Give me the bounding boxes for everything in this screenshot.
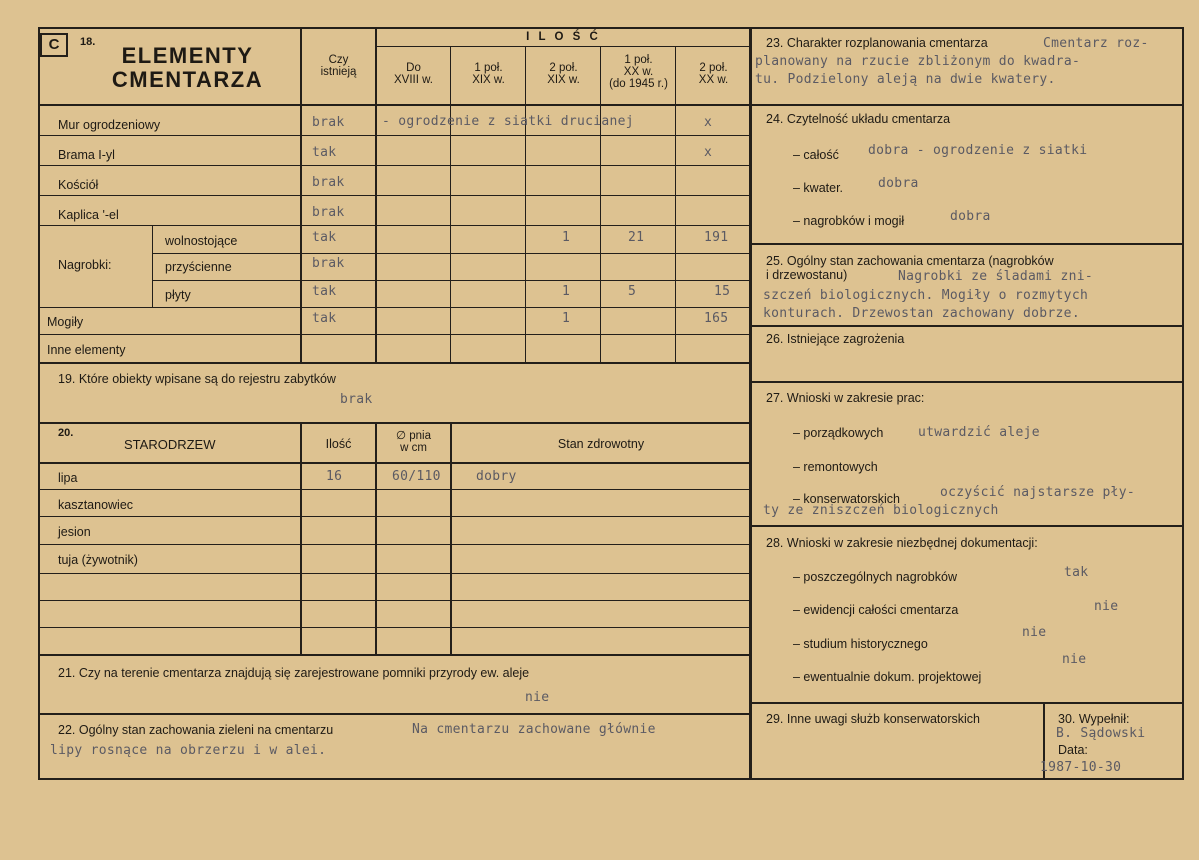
q22-answer-line1: Na cmentarzu zachowane głównie xyxy=(412,722,656,737)
element-row-label: Kościół xyxy=(58,178,99,192)
period-header-4: 2 poł. XX w. xyxy=(698,62,729,87)
element-row-exists: tak xyxy=(312,145,337,160)
mur-note: - ogrodzenie z siatki drucianej xyxy=(382,114,634,129)
nagrobki-row-value: 15 xyxy=(714,284,731,299)
element-row-label: Kaplica '-el xyxy=(58,208,119,222)
header-exists: Czy istnieją xyxy=(320,54,357,79)
q23-answer-line3: tu. Podzielony aleją na dwie kwatery. xyxy=(755,72,1056,87)
period-header-1: 1 poł. XIX w. xyxy=(472,62,505,87)
q27-answer-cont: ty ze zniszczeń biologicznych xyxy=(763,503,999,518)
nagrobki-row-exists: tak xyxy=(312,284,337,299)
q21-label: 21. Czy na terenie cmentarza znajdują się zarejestrowane pomniki przyrody ew. aleje xyxy=(58,666,530,680)
q25-answer-line2: szczeń biologicznych. Mogiły o rozmytych xyxy=(763,288,1089,303)
q27-item-konserwatorskich: – konserwatorskich xyxy=(793,492,900,506)
nagrobki-row-value: 1 xyxy=(562,230,571,245)
nagrobki-row-value: 21 xyxy=(628,230,645,245)
q27-answer-porzadkowych: utwardzić aleje xyxy=(918,425,1040,440)
element-row-exists: brak xyxy=(312,175,345,190)
q28-answer-projektowej: nie xyxy=(1062,652,1087,667)
q25-label-line1: 25. Ogólny stan zachowania cmentarza (nagrobków xyxy=(766,254,1054,268)
tree-row-qty: 16 xyxy=(326,469,343,484)
trees-header-health: Stan zdrowotny xyxy=(557,437,645,451)
nagrobki-row-value: 5 xyxy=(628,284,637,299)
q27-item-remontowych: – remontowych xyxy=(793,460,878,474)
q28-item-projektowej: – ewentualnie dokum. projektowej xyxy=(793,670,982,684)
trees-header-qty: Ilość xyxy=(325,437,352,451)
element-row-label: Mur ogrodzeniowy xyxy=(58,118,161,132)
nagrobki-row-label: płyty xyxy=(165,288,191,302)
q22-answer-line2: lipy rosnące na obrzerzu i w alei. xyxy=(50,743,327,758)
q30-name: B. Sądowski xyxy=(1056,726,1146,741)
q28-item-nagrobkow: – poszczególnych nagrobków xyxy=(793,570,957,584)
q23-label: 23. Charakter rozplanowania cmentarza xyxy=(766,36,988,50)
tree-row-name: jesion xyxy=(58,525,91,539)
q24-item-calosc: – całość xyxy=(793,148,839,162)
mogily-exists: tak xyxy=(312,311,337,326)
mogily-value-2pol-xix: 1 xyxy=(562,311,571,326)
nagrobki-row-value: 1 xyxy=(562,284,571,299)
q25-answer-line3: konturach. Drzewostan zachowany dobrze. xyxy=(763,306,1080,321)
element-row-label: Brama I-yl xyxy=(58,148,115,162)
mogily-value-2pol-xx: 165 xyxy=(704,311,729,326)
tree-row-name: lipa xyxy=(58,471,78,485)
nagrobki-row-value: 191 xyxy=(704,230,729,245)
q24-answer-calosc: dobra - ogrodzenie z siatki xyxy=(868,143,1088,158)
q24-item-nagrobkow: – nagrobków i mogił xyxy=(793,214,905,228)
q23-answer-line2: planowany na rzucie zbliżonym do kwadra- xyxy=(755,54,1081,69)
period-header-3: 1 poł. XX w. (do 1945 r.) xyxy=(609,54,668,91)
q29-label: 29. Inne uwagi służb konserwatorskich xyxy=(766,712,981,726)
mogily-label: Mogiły xyxy=(47,315,84,329)
section-18-number: 18. xyxy=(80,36,96,48)
q24-answer-nagrobkow: dobra xyxy=(950,209,991,224)
header-quantity: I L O Ś Ć xyxy=(526,31,601,43)
q27-answer-konserwatorskich: oczyścić najstarsze pły- xyxy=(940,485,1136,500)
element-row-exists: brak xyxy=(312,205,345,220)
q23-answer-line1: Cmentarz roz- xyxy=(1043,36,1149,51)
nagrobki-row-exists: brak xyxy=(312,256,345,271)
q30-label: 30. Wypełnił: xyxy=(1058,712,1130,726)
element-row-value: x xyxy=(704,145,713,160)
card-letter-box: C xyxy=(40,33,68,57)
q24-item-kwater: – kwater. xyxy=(793,181,844,195)
nagrobki-row-exists: tak xyxy=(312,230,337,245)
q24-label: 24. Czytelność układu cmentarza xyxy=(766,112,951,126)
q28-label: 28. Wnioski w zakresie niezbędnej dokumentacji: xyxy=(766,536,1038,550)
q25-answer-line1: Nagrobki ze śladami zni- xyxy=(898,269,1094,284)
tree-row-health: dobry xyxy=(476,469,517,484)
tree-row-name: tuja (żywotnik) xyxy=(58,553,138,567)
inne-label: Inne elementy xyxy=(47,343,126,357)
section-18-title: ELEMENTY CMENTARZA xyxy=(111,43,264,92)
q22-label: 22. Ogólny stan zachowania zieleni na cmentarzu xyxy=(58,723,334,737)
q30-date: 1987-10-30 xyxy=(1040,760,1122,775)
period-header-0: Do XVIII w. xyxy=(394,62,433,87)
q25-label-line2: i drzewostanu) xyxy=(766,268,848,282)
tree-row-name: kasztanowiec xyxy=(58,498,134,512)
q28-item-ewidencji: – ewidencji całości cmentarza xyxy=(793,603,959,617)
q28-answer-studium: nie xyxy=(1022,625,1047,640)
nagrobki-row-label: wolnostojące xyxy=(165,234,238,248)
period-header-2: 2 poł. XIX w. xyxy=(547,62,580,87)
q21-answer: nie xyxy=(525,690,550,705)
q26-label: 26. Istniejące zagrożenia xyxy=(766,332,905,346)
nagrobki-row-label: przyścienne xyxy=(165,260,232,274)
section-20-number: 20. xyxy=(58,427,74,439)
q27-label: 27. Wnioski w zakresie prac: xyxy=(766,391,925,405)
nagrobki-label: Nagrobki: xyxy=(58,258,112,272)
q27-item-porzadkowych: – porządkowych xyxy=(793,426,884,440)
q28-item-studium: – studium historycznego xyxy=(793,637,928,651)
q30-date-label: Data: xyxy=(1058,743,1088,757)
q28-answer-ewidencji: nie xyxy=(1094,599,1119,614)
q24-answer-kwater: dobra xyxy=(878,176,919,191)
q19-answer: brak xyxy=(340,392,373,407)
trees-header-diam: ∅ pnia w cm xyxy=(396,430,431,455)
section-20-title: STARODRZEW xyxy=(124,437,216,452)
element-row-exists: brak xyxy=(312,115,345,130)
q28-answer-nagrobkow: tak xyxy=(1064,565,1089,580)
element-row-value: x xyxy=(704,115,713,130)
q19-label: 19. Które obiekty wpisane są do rejestru zabytków xyxy=(58,372,336,386)
tree-row-diam: 60/110 xyxy=(392,469,441,484)
